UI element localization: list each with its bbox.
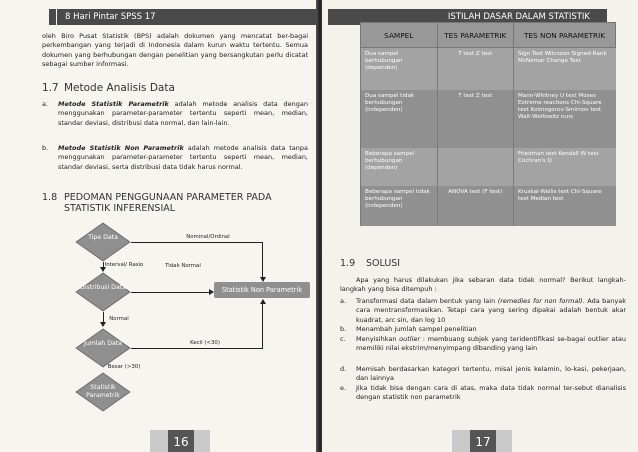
connector bbox=[131, 348, 263, 349]
edge-label-normal: Normal bbox=[109, 316, 129, 322]
table-cell: Mann-Whitney U test Moses Extreme reactions Chi-Square test Kolmogorov-Smirnov test Walt-Wolfowitz runs bbox=[514, 90, 616, 148]
section-title: Metode Analisis Data bbox=[64, 82, 175, 94]
section-heading-1-8 bbox=[42, 192, 272, 214]
table-cell: Kruskal-Wallis test Chi-Square test Median test bbox=[514, 186, 616, 226]
edge-label-tidak-normal: Tidak Normal bbox=[165, 263, 201, 269]
decision-label: Distribusi Data bbox=[80, 284, 126, 291]
decision-label: Tipe Data bbox=[88, 234, 118, 241]
diamond-shape bbox=[75, 272, 131, 312]
section-number: 1.7 bbox=[42, 82, 59, 94]
list-text-post: : membuang subjek yang teridentifikasi se-bagai outlier atau memiliki nilai ekstrim/menyimpang dibanding yang lain bbox=[356, 335, 627, 353]
list-marker: c. bbox=[340, 335, 346, 343]
table-cell: Beberapa sampel tidak berhubungan (independen) bbox=[361, 186, 438, 226]
parameter-table bbox=[360, 22, 616, 226]
table-header-cell: TES NON PARAMETRIK bbox=[514, 23, 616, 48]
arrow-down bbox=[260, 277, 266, 282]
list-term: Metode Statistik Non Parametrik bbox=[58, 144, 184, 152]
section-heading-1-9 bbox=[340, 258, 400, 269]
list-text-post: . Ada banyak cara mentransformasikan. Tetapi cara yang sering dipakai adalah bentuk akar kuadrat, arc sin, dan log 10 bbox=[356, 297, 626, 324]
table-row bbox=[361, 186, 616, 226]
table-header-row bbox=[361, 23, 616, 48]
table-cell: Beberapa sampel berhubungan (dependen) bbox=[361, 148, 438, 186]
solusi-item-d bbox=[340, 365, 626, 384]
connector bbox=[131, 292, 209, 293]
edge-label-besar: Besar (>30) bbox=[107, 364, 141, 370]
list-text-pre: Transformasi data dalam bentuk yang lain bbox=[356, 297, 498, 305]
connector bbox=[262, 242, 263, 278]
right-page bbox=[322, 0, 638, 452]
list-text: Memisah berdasarkan kategori tertentu, misal jenis kelamin, lo-kasi, pekerjaan, dan lainnya bbox=[356, 365, 626, 383]
table-cell bbox=[437, 148, 514, 186]
list-marker: e. bbox=[340, 384, 347, 392]
list-text-em: (remedies for non formal) bbox=[497, 297, 583, 305]
connector bbox=[131, 242, 262, 243]
decision-tipe-data bbox=[75, 222, 131, 262]
intro-paragraph: oleh Biro Pusat Statistik (BPS) adalah dokumen yang mencatat ber-bagai perkembangan yang terjadi di Indonesia dalam kurun waktu tertentu. Semua dokumen yang berhubungan dengan penelitian yang bersangkutan perlu dicatat sebagai sumber informasi. bbox=[42, 32, 308, 69]
list-marker: a. bbox=[42, 100, 49, 108]
arrow-up bbox=[260, 299, 266, 304]
table-cell: Sign Test Wilcoxon Signed-Rank McNemar Change Test bbox=[514, 48, 616, 90]
list-text: Menambah jumlah sampel penelitian bbox=[356, 325, 477, 333]
decision-jumlah-data bbox=[75, 328, 131, 368]
header-tab-accent bbox=[49, 9, 56, 25]
decision-label: Jumlah Data bbox=[84, 340, 122, 347]
table-header-cell: TES PARAMETRIK bbox=[437, 23, 514, 48]
list-text: Jika tidak bisa dengan cara di atas, maka data tidak normal ter-sebut dianalisis dengan statistik non parametrik bbox=[356, 384, 626, 402]
list-text-pre: Menyisihkan bbox=[356, 335, 400, 343]
table-cell: T test Z test bbox=[437, 48, 514, 90]
edge-label-kecil: Kecil (<30) bbox=[190, 340, 220, 346]
section-title: SOLUSI bbox=[366, 258, 401, 269]
edge-label-interval: Interval/ Rasio bbox=[104, 262, 144, 268]
list-text: adalah metode analisis data dengan menggunakan parameter-parameter tertentu seperti mean, median, standar deviasi, distribusi data normal, dan lain-lain. bbox=[58, 100, 308, 127]
list-item-a bbox=[42, 100, 308, 128]
diamond-shape bbox=[75, 222, 131, 262]
left-running-header: 8 Hari Pintar SPSS 17 bbox=[57, 9, 318, 25]
list-marker: d. bbox=[340, 365, 347, 373]
table-row bbox=[361, 90, 616, 148]
list-marker: b. bbox=[42, 144, 49, 152]
table-row bbox=[361, 148, 616, 186]
table-cell: ANOVA test (F test) bbox=[437, 186, 514, 226]
list-marker: b. bbox=[340, 325, 347, 333]
left-page bbox=[0, 0, 318, 452]
section-number: 1.9 bbox=[340, 258, 356, 269]
list-text-em: outlier bbox=[399, 335, 421, 343]
page-number: 17 bbox=[470, 430, 496, 452]
list-text: adalah metode analisis data tanpa menggunakan parameter-parameter tertentu seperti mean, median, standar deviasi, serta distribusi data tidak harus normal. bbox=[58, 144, 308, 171]
section-number: 1.8 bbox=[42, 192, 58, 203]
solusi-intro: Apa yang harus dilakukan jika sebaran data tidak normal? Berikut langkah-langkah yang bisa ditempuh : bbox=[340, 276, 626, 294]
section-heading-1-7 bbox=[42, 82, 175, 94]
decision-distribusi-data bbox=[75, 272, 131, 312]
table-cell: Dua sampel tidak berhubungan (independen) bbox=[361, 90, 438, 148]
edge-label-nominal: Nominal/Ordinal bbox=[186, 234, 230, 240]
table-cell: Friedman test Kendall W test Cochran's Q bbox=[514, 148, 616, 186]
decision-label: Statistik Parametrik bbox=[86, 384, 120, 399]
section-title-line1: PEDOMAN PENGGUNAAN PARAMETER PADA bbox=[64, 192, 272, 203]
table-row bbox=[361, 48, 616, 90]
page-number: 16 bbox=[168, 430, 194, 452]
solusi-item-c bbox=[340, 335, 627, 354]
diamond-shape bbox=[75, 328, 131, 368]
table-header-cell: SAMPEL bbox=[361, 23, 438, 48]
solusi-item-e bbox=[340, 384, 626, 403]
solusi-item-a bbox=[340, 297, 626, 325]
list-item-b bbox=[42, 144, 308, 172]
solusi-item-b bbox=[340, 325, 626, 334]
list-term: Metode Statistik Parametrik bbox=[58, 100, 169, 108]
table-cell: Dua sampel berhubungan (dependen) bbox=[361, 48, 438, 90]
terminal-statistik-parametrik bbox=[75, 372, 131, 412]
table-cell: T test Z test bbox=[437, 90, 514, 148]
list-marker: a. bbox=[340, 297, 347, 305]
connector bbox=[262, 304, 263, 348]
box-statistik-non-parametrik: Statistik Non Parametrik bbox=[214, 282, 310, 298]
right-running-header: ISTILAH DASAR DALAM STATISTIK bbox=[328, 9, 600, 25]
arrow-down bbox=[100, 322, 106, 327]
arrow-right bbox=[209, 289, 214, 295]
section-title-line2: STATISTIK INFERENSIAL bbox=[64, 203, 176, 214]
